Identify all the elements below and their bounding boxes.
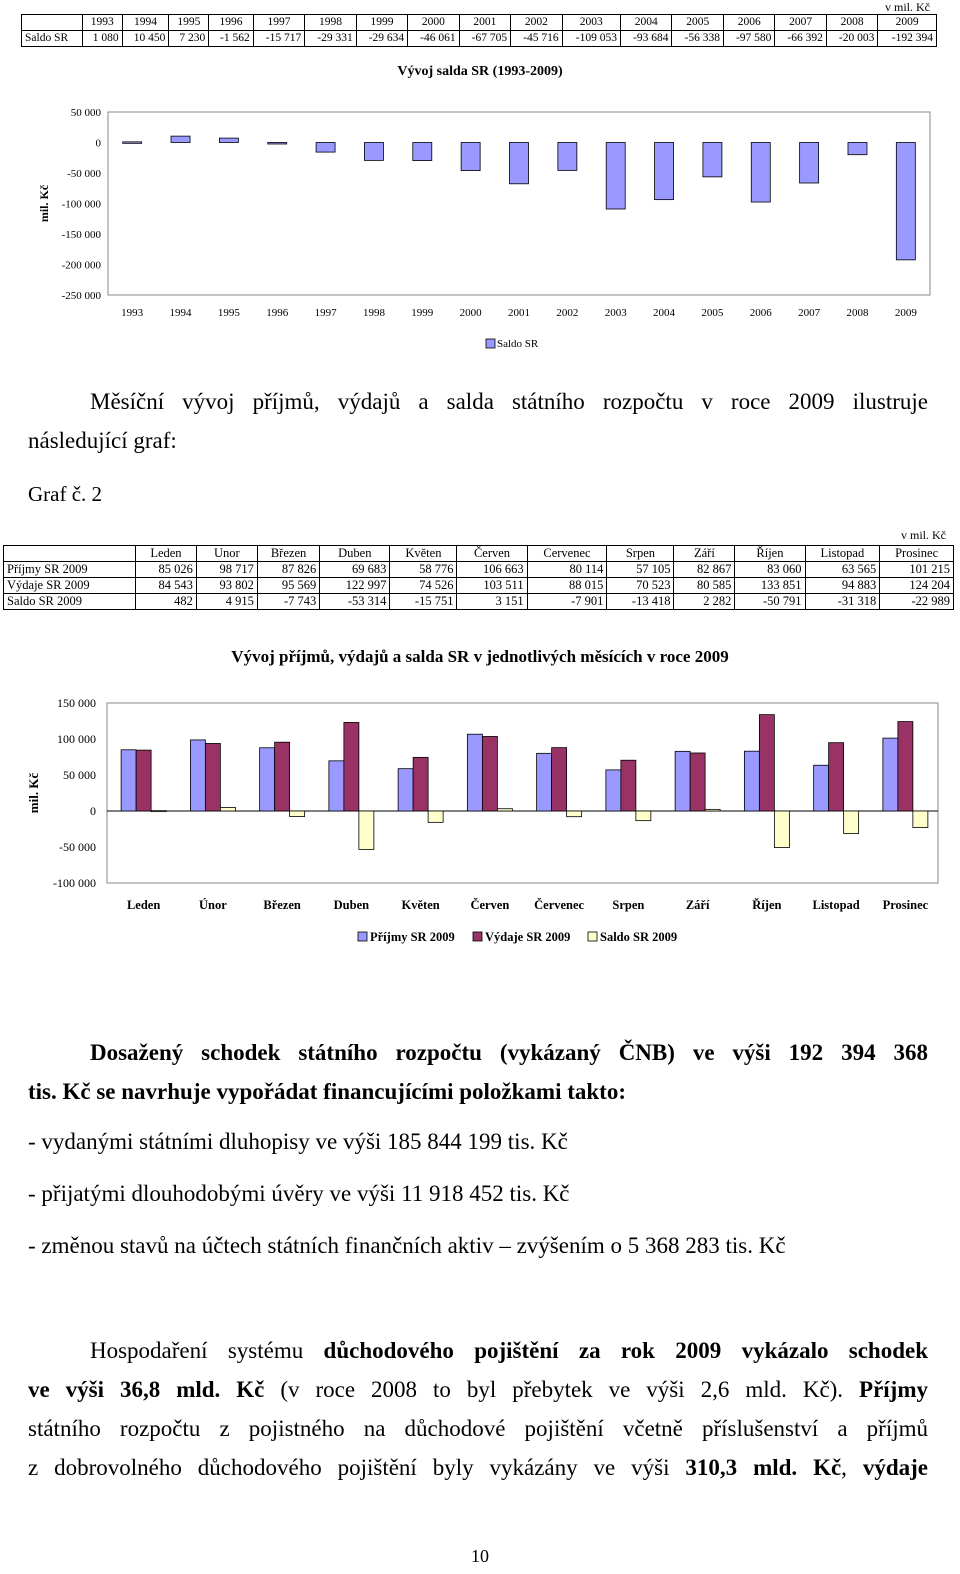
chart2-legend-swatch xyxy=(473,932,482,941)
pension-text-bold: Příjmy xyxy=(859,1377,928,1402)
chart2-x-tick: Červen xyxy=(470,898,510,912)
table1-corner xyxy=(22,15,83,31)
table2-cell: 80 114 xyxy=(527,562,607,578)
pension-text: , xyxy=(841,1455,863,1480)
table1-cell: 1 080 xyxy=(82,31,122,47)
chart2-bar xyxy=(898,722,913,811)
table2-month-header: Listopad xyxy=(805,546,880,562)
chart2-bar xyxy=(814,765,829,811)
table1-cell: -20 003 xyxy=(826,31,877,47)
chart2-x-tick: Květen xyxy=(401,898,440,912)
chart2-bar xyxy=(675,751,690,811)
chart2-bar xyxy=(190,740,205,811)
chart2-legend-swatch xyxy=(588,932,597,941)
table1-cell: -1 562 xyxy=(209,31,254,47)
table2-cell: 4 915 xyxy=(196,594,257,610)
table2-cell: 80 585 xyxy=(674,578,735,594)
table1-year-header: 2009 xyxy=(878,15,937,31)
chart1-x-tick: 2002 xyxy=(556,307,579,319)
table1-row-label: Saldo SR xyxy=(22,31,83,47)
table2-row-label: Příjmy SR 2009 xyxy=(4,562,136,578)
chart2-x-tick: Srpen xyxy=(612,898,645,912)
chart2-bar xyxy=(344,722,359,811)
deficit-line-1: Dosažený schodek státního rozpočtu (vykázaný ČNB) ve výši 192 394 368 xyxy=(90,1040,928,1065)
chart2-bar xyxy=(467,734,482,811)
table1-unit: v mil. Kč xyxy=(885,0,930,14)
table2-cell: 482 xyxy=(135,594,196,610)
chart2-y-tick: -100 000 xyxy=(53,876,96,890)
pension-text-bold: výdaje xyxy=(862,1455,928,1480)
pension-text-bold: 310,3 mld. Kč xyxy=(685,1455,842,1480)
pension-text: z dobrovolného důchodového pojištění byly vykázány ve výši xyxy=(28,1455,686,1480)
table2-cell: 124 204 xyxy=(880,578,954,594)
table2-row xyxy=(4,578,954,594)
chart1-x-tick: 2006 xyxy=(749,307,772,319)
chart2-bar xyxy=(606,770,621,811)
chart2-bar xyxy=(205,743,220,811)
intro-line-1: Měsíční vývoj příjmů, výdajů a salda státního rozpočtu v roce 2009 ilustruje xyxy=(90,389,928,414)
chart1-x-tick: 1999 xyxy=(411,307,434,319)
table2-cell: 103 511 xyxy=(457,578,527,594)
chart1-title: Vývoj salda SR (1993-2009) xyxy=(397,64,563,79)
chart2-x-tick: Leden xyxy=(126,898,161,912)
chart2-bar xyxy=(275,742,290,811)
financing-list xyxy=(28,1122,948,1265)
chart1-bar xyxy=(848,143,867,155)
table1-cell: -15 717 xyxy=(253,31,304,47)
chart2-bar xyxy=(121,750,136,811)
intro-paragraph xyxy=(28,382,928,460)
chart1-y-axis-label: mil. Kč xyxy=(37,184,51,223)
pension-text: Hospodaření systému xyxy=(90,1338,324,1363)
pension-line-4 xyxy=(28,1448,928,1487)
chart2-x-tick: Září xyxy=(685,898,710,912)
table2-cell: -13 418 xyxy=(607,594,674,610)
chart1-bar xyxy=(655,143,674,200)
chart1-bar xyxy=(268,143,287,145)
saldo-table xyxy=(21,14,937,47)
chart1-bar xyxy=(751,143,770,203)
pension-line-1 xyxy=(28,1331,928,1370)
chart2-bar xyxy=(220,807,235,811)
table1-year-header: 1999 xyxy=(356,15,407,31)
chart2-y-axis-label: mil. Kč xyxy=(26,772,41,814)
chart2-bar xyxy=(260,748,275,811)
table2-month-header: Říjen xyxy=(735,546,805,562)
table2-cell: -31 318 xyxy=(805,594,880,610)
table2-cell: 85 026 xyxy=(135,562,196,578)
table1-year-header: 1996 xyxy=(209,15,254,31)
table2-month-header: Duben xyxy=(320,546,390,562)
pension-line-3: státního rozpočtu z pojistného na důchodové pojištění včetně příslušenství a příjmů xyxy=(28,1416,928,1441)
chart1-bar xyxy=(606,143,625,210)
chart2-bar xyxy=(883,738,898,811)
table2-month-header: Cervenec xyxy=(527,546,607,562)
pension-text: (v roce 2008 to byl přebytek ve výši 2,6 mld. Kč). xyxy=(264,1377,860,1402)
table2-month-header: Unor xyxy=(196,546,257,562)
table1-year-header: 2008 xyxy=(826,15,877,31)
chart2-x-tick: Listopad xyxy=(812,898,860,912)
table2-cell: 98 717 xyxy=(196,562,257,578)
table1-cell: -29 331 xyxy=(305,31,356,47)
table2-cell: 70 523 xyxy=(607,578,674,594)
chart2-y-tick: 150 000 xyxy=(57,696,96,710)
chart1-bar xyxy=(896,143,915,260)
table1-year-header: 2007 xyxy=(775,15,826,31)
chart1-bar xyxy=(510,143,529,184)
chart2-bar xyxy=(428,811,443,822)
chart2-y-tick: -50 000 xyxy=(59,840,96,854)
chart2-bar xyxy=(552,748,567,811)
table1-year-header: 1994 xyxy=(122,15,169,31)
table2-month-header: Prosinec xyxy=(880,546,954,562)
chart2-bar xyxy=(774,811,789,848)
table1-year-header: 2002 xyxy=(511,15,562,31)
table2-cell: -15 751 xyxy=(390,594,457,610)
chart2-x-tick: Březen xyxy=(263,898,301,912)
chart1-y-tick: -200 000 xyxy=(61,259,101,272)
table2-cell: 63 565 xyxy=(805,562,880,578)
chart1-y-tick: 50 000 xyxy=(70,107,101,119)
chart2-bar xyxy=(136,750,151,811)
table2-cell: 84 543 xyxy=(135,578,196,594)
table1-cell: -66 392 xyxy=(775,31,826,47)
chart2-bar xyxy=(759,715,774,811)
table1-cell: -29 634 xyxy=(356,31,407,47)
chart1-bar xyxy=(461,143,480,171)
chart1-bar xyxy=(413,143,432,161)
table2-cell: 88 015 xyxy=(527,578,607,594)
chart1-x-tick: 1995 xyxy=(217,307,240,319)
chart1-legend-label: Saldo SR xyxy=(497,338,539,350)
chart1-x-tick: 2004 xyxy=(653,307,676,319)
chart1-x-tick: 1996 xyxy=(266,307,289,319)
table2-cell: 74 526 xyxy=(390,578,457,594)
chart2-bar xyxy=(497,809,512,811)
chart2-bar xyxy=(398,769,413,811)
table1-year-header: 1993 xyxy=(82,15,122,31)
table1-cell: -93 684 xyxy=(621,31,672,47)
chart2-bar xyxy=(844,811,859,834)
table1-year-header: 2001 xyxy=(459,15,510,31)
chart1-bar xyxy=(219,138,238,142)
financing-item: - vydanými státními dluhopisy ve výši 185 844 199 tis. Kč xyxy=(28,1129,568,1154)
chart2-y-tick: 100 000 xyxy=(57,732,96,746)
table2-cell: 122 997 xyxy=(320,578,390,594)
chart2-x-tick: Prosinec xyxy=(882,898,929,912)
deficit-paragraph xyxy=(28,1033,928,1111)
table2-month-header: Září xyxy=(674,546,735,562)
chart1-x-tick: 2003 xyxy=(604,307,627,319)
chart2-bar xyxy=(744,751,759,811)
table2-cell: 3 151 xyxy=(457,594,527,610)
table1-year-header: 1998 xyxy=(305,15,356,31)
chart2-x-tick: Červenec xyxy=(534,898,585,912)
table1-cell: 10 450 xyxy=(122,31,169,47)
table1-year-header: 2005 xyxy=(672,15,723,31)
table2-row xyxy=(4,594,954,610)
table2-corner xyxy=(4,546,136,562)
table2-cell: 93 802 xyxy=(196,578,257,594)
financing-item: - přijatými dlouhodobými úvěry ve výši 11 918 452 tis. Kč xyxy=(28,1181,570,1206)
chart2-bar xyxy=(567,811,582,817)
table2-cell: -50 791 xyxy=(735,594,805,610)
pension-line-2 xyxy=(28,1370,928,1409)
table1-year-header: 2004 xyxy=(621,15,672,31)
chart2-legend-label: Výdaje SR 2009 xyxy=(485,930,571,944)
table2-unit: v mil. Kč xyxy=(901,528,946,542)
table2-month-header: Leden xyxy=(135,546,196,562)
intro-line-2: následující graf: xyxy=(28,428,177,453)
pension-paragraph xyxy=(28,1331,928,1487)
chart2-title: Vývoj příjmů, výdajů a salda SR v jednotlivých měsících v roce 2009 xyxy=(231,647,729,666)
table2-cell: 87 826 xyxy=(257,562,319,578)
chart2-bar xyxy=(690,753,705,811)
table1-cell: -45 716 xyxy=(511,31,562,47)
chart2-bar xyxy=(290,811,305,817)
chart1-x-tick: 2007 xyxy=(798,307,821,319)
chart1-x-tick: 1993 xyxy=(121,307,144,319)
table1-cell: -56 338 xyxy=(672,31,723,47)
chart1-bar xyxy=(171,136,190,142)
chart1-y-tick: 0 xyxy=(95,137,101,150)
chart1-bar xyxy=(123,142,142,144)
chart1-x-tick: 2000 xyxy=(459,307,482,319)
table2-row-label: Saldo SR 2009 xyxy=(4,594,136,610)
chart2-y-tick: 0 xyxy=(90,804,96,818)
chart2-legend-label: Příjmy SR 2009 xyxy=(370,930,455,944)
table2-cell: 106 663 xyxy=(457,562,527,578)
chart2-bar xyxy=(329,761,344,811)
table1-cell: -97 580 xyxy=(723,31,774,47)
table1-year-header: 1995 xyxy=(169,15,209,31)
chart1-x-tick: 1998 xyxy=(362,307,385,319)
deficit-line-2: tis. Kč se navrhuje vypořádat financujícími položkami takto: xyxy=(28,1079,626,1104)
table2-cell: 57 105 xyxy=(607,562,674,578)
chart1-bar xyxy=(558,143,577,171)
table1-cell: 7 230 xyxy=(169,31,209,47)
table2-cell: 69 683 xyxy=(320,562,390,578)
chart2-x-tick: Duben xyxy=(333,898,370,912)
chart1-y-tick: -100 000 xyxy=(61,198,101,211)
chart1-x-tick: 1997 xyxy=(314,307,337,319)
pension-text-bold: důchodového pojištění za rok 2009 vykázalo schodek xyxy=(323,1338,928,1363)
chart2-bar xyxy=(705,809,720,811)
chart2-x-tick: Říjen xyxy=(752,898,782,912)
table1-cell: -109 053 xyxy=(562,31,620,47)
table2-cell: 94 883 xyxy=(805,578,880,594)
monthly-table xyxy=(3,545,954,610)
chart2-bar xyxy=(482,736,497,811)
table1-cell: -192 394 xyxy=(878,31,937,47)
table1-year-header: 2000 xyxy=(408,15,459,31)
table2-cell: 83 060 xyxy=(735,562,805,578)
table2-cell: -7 901 xyxy=(527,594,607,610)
table1-cell: -67 705 xyxy=(459,31,510,47)
monthly-chart xyxy=(0,688,960,953)
table2-cell: 101 215 xyxy=(880,562,954,578)
table2-row xyxy=(4,562,954,578)
table2-month-header: Červen xyxy=(457,546,527,562)
chart2-legend-label: Saldo SR 2009 xyxy=(600,930,678,944)
table2-cell: -53 314 xyxy=(320,594,390,610)
chart1-y-tick: -250 000 xyxy=(61,290,101,302)
chart2-bar xyxy=(537,753,552,811)
graf-label: Graf č. 2 xyxy=(28,482,103,506)
chart2-bar xyxy=(829,743,844,811)
chart2-bar xyxy=(636,811,651,821)
table2-month-header: Květen xyxy=(390,546,457,562)
chart1-bar xyxy=(316,143,335,153)
chart1-x-tick: 2008 xyxy=(846,307,869,319)
financing-item: - změnou stavů na účtech státních finančních aktiv – zvýšením o 5 368 283 tis. Kč xyxy=(28,1233,786,1258)
table2-month-header: Srpen xyxy=(607,546,674,562)
chart2-bar xyxy=(359,811,374,849)
chart1-legend-swatch xyxy=(486,339,495,348)
chart1-x-tick: 1994 xyxy=(169,307,192,319)
chart2-bar xyxy=(621,760,636,811)
table2-month-header: Březen xyxy=(257,546,319,562)
chart2-bar xyxy=(151,811,166,812)
chart2-y-tick: 50 000 xyxy=(63,768,96,782)
table2-cell: 95 569 xyxy=(257,578,319,594)
saldo-chart xyxy=(0,90,960,360)
chart1-x-tick: 2009 xyxy=(894,307,917,319)
chart1-x-tick: 2005 xyxy=(701,307,724,319)
table1-year-header: 2006 xyxy=(723,15,774,31)
chart2-x-tick: Únor xyxy=(198,898,227,912)
table2-cell: -7 743 xyxy=(257,594,319,610)
table1-year-header: 2003 xyxy=(562,15,620,31)
chart2-legend-swatch xyxy=(358,932,367,941)
chart2-bar xyxy=(413,757,428,811)
chart1-bar xyxy=(800,143,819,183)
table2-cell: 58 776 xyxy=(390,562,457,578)
table2-cell: 2 282 xyxy=(674,594,735,610)
chart1-x-tick: 2001 xyxy=(508,307,530,319)
chart1-y-tick: -50 000 xyxy=(67,168,101,180)
table1-cell: -46 061 xyxy=(408,31,459,47)
table2-cell: 82 867 xyxy=(674,562,735,578)
table2-cell: 133 851 xyxy=(735,578,805,594)
chart1-y-tick: -150 000 xyxy=(61,229,101,241)
table1-year-header: 1997 xyxy=(253,15,304,31)
chart1-bar xyxy=(703,143,722,177)
chart1-bar xyxy=(364,143,383,161)
page-number: 10 xyxy=(471,1546,489,1566)
pension-text-bold: ve výši 36,8 mld. Kč xyxy=(28,1377,265,1402)
table2-row-label: Výdaje SR 2009 xyxy=(4,578,136,594)
chart2-bar xyxy=(913,811,928,828)
table2-cell: -22 989 xyxy=(880,594,954,610)
